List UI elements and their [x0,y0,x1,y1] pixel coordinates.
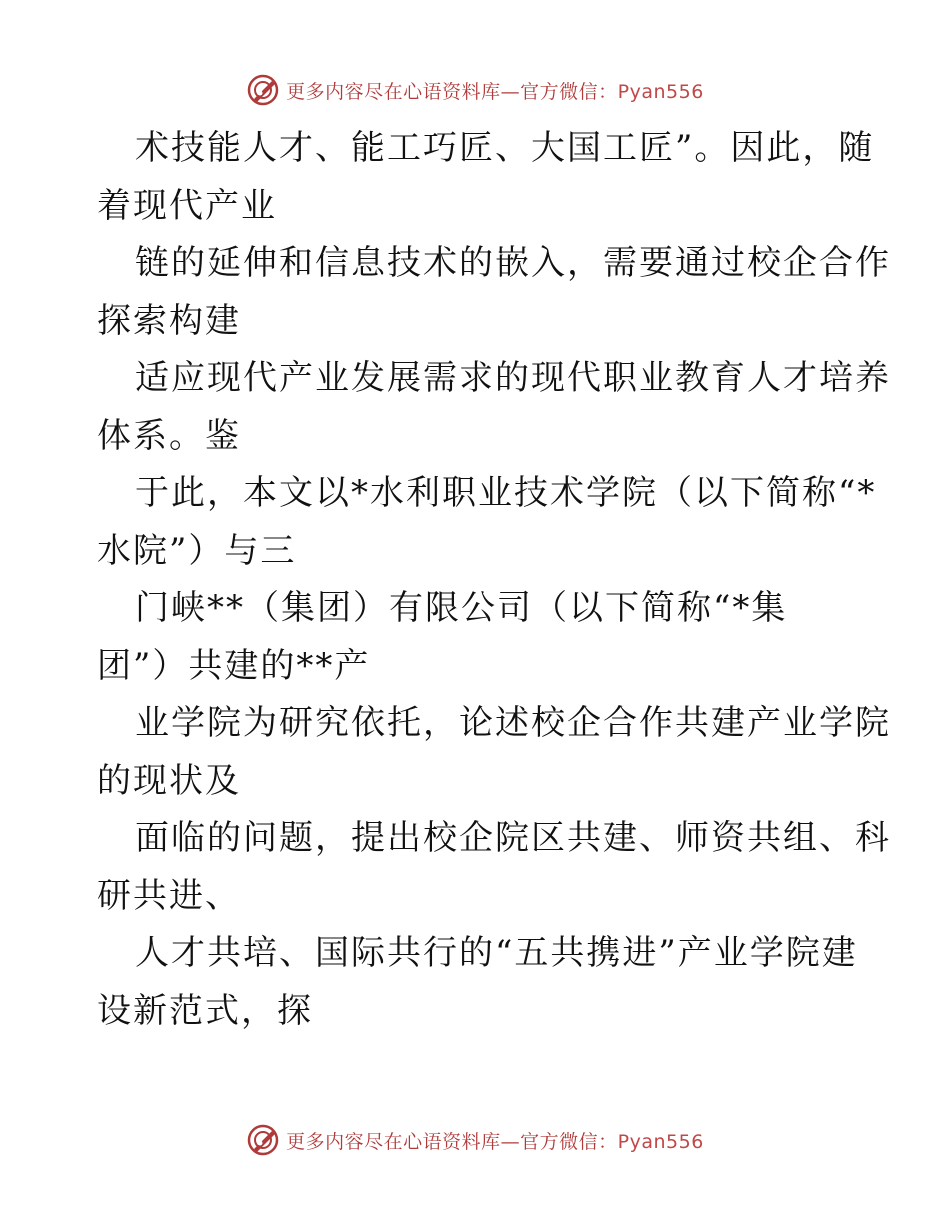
text-line: 面临的问题，提出校企院区共建、师资共组、科 [135,818,891,858]
header-watermark [0,70,950,110]
text-line: 术技能人才、能工巧匠、大国工匠”。因此，随 [135,128,875,168]
text-line: 业学院为研究依托，论述校企合作共建产业学院 [135,703,891,743]
watermark-wechat-id: Pyan556 [617,80,704,103]
footer-watermark [0,1120,950,1160]
watermark-wechat-id: Pyan556 [617,1130,704,1153]
text-line: 适应现代产业发展需求的现代职业教育人才培养 [135,358,891,398]
text-line: 体系。鉴 [97,415,241,456]
text-line: 着现代产业 [97,185,277,226]
text-line: 链的延伸和信息技术的嵌入，需要通过校企合作 [135,243,891,283]
watermark-logo-icon [246,1123,280,1157]
watermark-text: 更多内容尽在心语资料库—官方微信： [286,1130,618,1153]
watermark-text: 更多内容尽在心语资料库—官方微信： [286,80,618,103]
text-line: 人才共培、国际共行的“五共携进”产业学院建 [135,933,858,973]
text-line: 团”）共建的**产 [97,645,371,686]
text-line: 的现状及 [97,760,241,801]
text-line: 研共进、 [97,875,241,916]
text-line: 于此，本文以*水利职业技术学院（以下简称“* [135,473,877,513]
text-line: 设新范式，探 [97,990,313,1031]
watermark-logo-icon [246,73,280,107]
document-body [97,120,891,1040]
text-line: 门峡**（集团）有限公司（以下简称“*集 [135,588,788,628]
text-line: 水院”）与三 [97,530,297,571]
text-line: 探索构建 [97,300,241,341]
